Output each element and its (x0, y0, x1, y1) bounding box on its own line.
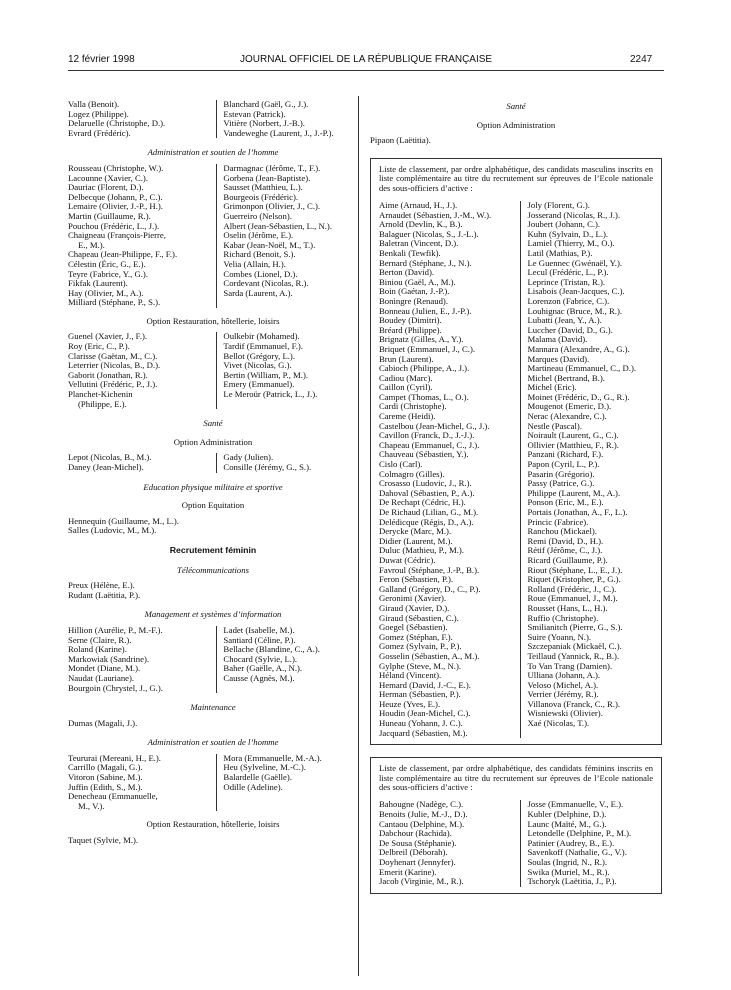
list-item: (Philippe, E.). (78, 398, 127, 409)
list-item: Teyre (Fabrice, Y., G.). (68, 268, 148, 279)
list-item: De Richaud (Lilian, G., M.). (379, 507, 479, 517)
list-item: Vivet (Nicolas, G.). (223, 360, 292, 371)
list-item: Gylphe (Steve, M., N.). (379, 660, 462, 671)
list-column (68, 332, 216, 409)
list-item: Dahoval (Sébastien, P., A.). (379, 487, 475, 498)
list-item: Chauveau (Sébastien, Y.). (379, 449, 469, 460)
list-item: Kabar (Jean-Noël, M., T.). (223, 239, 316, 250)
list-item: Bourgoin (Chrystel, J., G.). (68, 682, 163, 693)
list-item: Estevan (Patrick). (223, 108, 286, 119)
list-item: Valla (Benoit). (68, 99, 120, 109)
list-column (520, 201, 653, 738)
list-item: Logez (Philippe). (68, 108, 129, 119)
list-item: Moinet (Frédéric, D., G., R.). (527, 391, 630, 402)
list-item: Verrier (Jérémy, R.). (527, 689, 599, 700)
list-item: Soulas (Ingrid, N., R.). (527, 857, 608, 868)
list-item: Rétif (Jérôme, C., J.). (527, 545, 603, 556)
list-item: Lacounne (Xavier, C.). (68, 172, 148, 183)
section-title: Management et systèmes d’information (144, 609, 282, 620)
list-item: Bonneau (Julien, E., J.-P.). (379, 305, 472, 316)
list-item: Colmagro (Gilles). (379, 468, 445, 479)
list-item: Nerac (Alexandre, C.). (527, 411, 607, 422)
list-item: Dabchour (Rachida). (379, 828, 452, 839)
section-title: Option Restauration, hôtellerie, loisirs (146, 315, 280, 326)
list-item: Sarda (Laurent, A.). (223, 287, 293, 298)
section-title: Option Administration (173, 436, 253, 447)
list-item: Balardelle (Gaëlle). (223, 772, 292, 783)
list-item: Gaborit (Jonathan, R.). (68, 369, 148, 380)
list-item: Lubatti (Jean, Y., A.). (527, 315, 602, 326)
list-item: Briquet (Emmanuel, J., C.). (379, 343, 476, 354)
section-title: Maintenance (190, 702, 236, 713)
list-column (216, 164, 358, 308)
list-item: Oselin (Jérôme, E.). (223, 230, 294, 241)
list-item: Joly (Florent, G.). (527, 200, 590, 210)
list-item: Josserand (Nicolas, R., J.). (527, 209, 621, 220)
list-column (68, 754, 216, 812)
list-column (520, 800, 653, 886)
list-item: Mougenot (Emeric, D.). (527, 401, 612, 412)
list-item: Leprince (Tristan, R.). (527, 276, 606, 287)
list-item: Houdin (Jean-Michel, C.). (379, 708, 471, 719)
list-item: Delbecque (Johann, P., C.). (68, 191, 163, 202)
column-separator (358, 96, 359, 976)
list-item: Riquet (Kristopher, P., G.). (527, 574, 621, 585)
list-item: Duluc (Mathieu, P., M.). (379, 545, 464, 556)
list-item: Favroul (Stéphane, J.-P., B.). (379, 564, 480, 575)
list-item: Baher (Gaëlle, A., N.). (223, 663, 303, 674)
list-item: Launc (Maïté, M., G.). (527, 818, 607, 829)
list-item: Fikfak (Laurent). (68, 278, 128, 289)
list-item: Odille (Adeline). (223, 781, 283, 792)
list-item: Le Guennec (Gwénaël, Y.). (527, 257, 623, 268)
list-item: Delbreil (Déborah). (379, 847, 448, 858)
list-item: Evrard (Frédéric). (68, 127, 131, 138)
list-item: Patinier (Audrey, B., E.). (527, 837, 615, 848)
list-item: Milliard (Stéphane, P., S.). (68, 297, 161, 308)
left-column (68, 100, 358, 846)
list-column (379, 201, 520, 738)
list-item: Teururai (Mereani, H., E.). (68, 752, 161, 763)
list-item: Kuhn (Sylvain, D., L.). (527, 228, 609, 239)
list-item: Ricard (Guillaume, P.). (527, 554, 608, 565)
list-box-feminine (370, 757, 662, 894)
list-item: Salles (Ludovic, M., M.). (68, 525, 157, 536)
list-item: Villanova (Franck, C., R.). (527, 698, 621, 709)
list-item: De Sousa (Stéphanie). (379, 837, 457, 848)
list-item: Santiard (Céline, P.). (223, 634, 296, 645)
list-item: Bréard (Philippe). (379, 324, 442, 335)
list-item: Pouchou (Frédéric, L., J.). (68, 220, 160, 231)
list-item: Joubert (Johann, C.). (527, 219, 601, 230)
list-item: Wisniewski (Olivier). (527, 708, 603, 719)
name-list (68, 517, 358, 536)
list-item: Cadiou (Marc). (379, 372, 433, 383)
list-item: Gomez (Stéphan, F.). (379, 631, 453, 642)
list-item: Emery (Emmanuel). (223, 379, 295, 390)
list-item: Célestin (Éric, G., E.). (68, 258, 146, 269)
list-item: Ollivier (Matthieu, F., R.). (527, 439, 619, 450)
list-item: Herman (Sébastien, P.). (379, 689, 461, 700)
list-item: Portais (Jonathan, A., F., L.). (527, 507, 628, 517)
list-item: Hay (Olivier, M., A.). (68, 287, 144, 298)
list-item: Lisabois (Jean-Jacques, C.). (527, 286, 625, 297)
list-item: Emerit (Karine). (379, 866, 437, 877)
list-item: Huneau (Yohann, J. C.). (379, 718, 463, 729)
list-item: M., V.). (78, 800, 105, 811)
list-item: Didier (Laurent, M.). (379, 535, 453, 546)
section-title: Télécommunications (177, 564, 249, 575)
list-item: Hennequin (Guillaume, M., L.). (68, 515, 179, 526)
list-item: Clarisse (Gaëtan, M., C.). (68, 350, 158, 361)
list-item: Arnaudet (Sébastien, J.-M., W.). (379, 209, 492, 220)
list-item: Denecheau (Emmanuelle, (68, 791, 158, 802)
list-column (216, 626, 358, 693)
header-rule (68, 70, 664, 71)
name-list (68, 719, 358, 729)
section-title: Administration et soutien de l’homme (147, 737, 279, 748)
list-item: Kubler (Delphine, D.). (527, 809, 607, 820)
list-item: Galland (Grégory, D., C., P.). (379, 583, 481, 594)
list-item: Vitière (Norbert, J.-B.). (223, 118, 305, 129)
name-list (68, 626, 358, 693)
list-item: Bourgeois (Frédéric). (223, 191, 299, 202)
list-item: Giraud (Sébastien, C.). (379, 612, 459, 623)
list-item: Vellutini (Frédéric, P., J.). (68, 379, 158, 390)
list-item: Giraud (Xavier, D.). (379, 602, 450, 613)
list-item: Ranchou (Mickael). (527, 526, 597, 537)
list-item: Ladet (Isabelle, M.). (223, 624, 295, 635)
list-item: Sausset (Matthieu, L.). (223, 182, 303, 193)
list-item: Noirault (Laurent, G., C.). (527, 430, 619, 441)
list-item: Cavillon (Franck, D., J.-J.). (379, 430, 475, 441)
list-item: Oulkebir (Mohamed). (223, 331, 300, 342)
list-item: Cislo (Carl). (379, 459, 423, 470)
list-item: De Rechapt (Cédric, H.). (379, 497, 466, 508)
journal-title: JOURNAL OFFICIEL DE LA RÉPUBLIQUE FRANÇAISE (240, 54, 493, 65)
list-item: Cordevant (Nicolas, R.). (223, 278, 309, 289)
list-item: Luccher (David, D., G.). (527, 324, 613, 335)
list-column (216, 332, 358, 409)
list-item: Latil (Mathias, P.). (527, 247, 593, 258)
list-item: Suire (Yoann, N.). (527, 631, 592, 642)
list-item: Daney (Jean-Michel). (68, 462, 144, 472)
list-item: Ulliana (Johann, A.). (527, 670, 601, 681)
list-item: Castelbou (Jean-Michel, G., J.). (379, 420, 490, 431)
list-item: Goegel (Sébastien). (379, 622, 448, 633)
list-item: Martineau (Emmanuel, C., D.). (527, 363, 637, 374)
list-item: Tschoryk (Laëtitia, J., P.). (527, 876, 617, 887)
list-item: Pasarin (Grégorio). (527, 468, 595, 479)
list-item: Dumas (Magali, J.). (68, 717, 138, 728)
list-item: Delaruelle (Christophe, D.). (68, 118, 166, 129)
list-item: Josse (Emmanuelle, V., E.). (527, 799, 624, 810)
list-item: Benkali (Tewfik). (379, 247, 441, 258)
list-item: Aime (Arnaud, H., J.). (379, 200, 458, 210)
list-item: Vandeweghe (Laurent, J., J.-P.). (223, 127, 334, 138)
list-item: Gady (Julien). (223, 452, 274, 463)
section-title: Santé (506, 101, 526, 111)
list-item: Bellache (Blandine, C., A.). (223, 644, 320, 655)
list-item: Mannara (Alexandre, A., G.). (527, 343, 630, 354)
list-column (216, 100, 358, 138)
section-title: Administration et soutien de l’homme (147, 147, 279, 158)
list-item: Feron (Sébastien, P.). (379, 574, 454, 585)
list-item: Boin (Gaétan, J.-P.). (379, 286, 450, 297)
list-item: Rolland (Frédéric, J., C.). (527, 583, 617, 594)
list-item: Mondet (Diane, M.). (68, 663, 141, 674)
list-item: Blanchard (Gaël, G., J.). (223, 99, 309, 109)
list-item: Arnold (Devlin, K., B.). (379, 219, 463, 230)
list-intro: Liste de classement, par ordre alphabétique, des candidats masculins inscrits en liste complémentaire au titre du recrutement sur épreuves de l’Ecole nationale des sous-officiers d’active : (379, 163, 653, 193)
list-item: Lepot (Nicolas, B., M.). (68, 452, 152, 463)
list-item: Veloso (Michel, A.). (527, 679, 599, 690)
list-item: Philippe (Laurent, M., A.). (527, 487, 621, 498)
list-item: Baletran (Vincent, D.). (379, 238, 459, 249)
list-item: Swika (Muriel, M., R.). (527, 866, 610, 877)
section-title: Recrutement féminin (169, 544, 257, 555)
list-item: Preux (Hélène, E.). (68, 580, 135, 591)
list-column (216, 754, 358, 812)
list-item: Velia (Allain, H.). (223, 258, 286, 269)
section-subtitle: Option Administration (476, 119, 556, 130)
list-item: Lecul (Frédéric, L., P.). (527, 267, 609, 278)
list-item: E., M.). (78, 239, 105, 250)
list-item: Cabioch (Philippe, A., J.). (379, 363, 470, 374)
list-item: Bertin (William, P., M.). (223, 369, 309, 380)
list-item: Martin (Guillaume, R.). (68, 210, 151, 221)
list-item: Rousset (Hans, L., H.). (527, 602, 608, 613)
list-item: Xaé (Nicolas, T.). (527, 718, 590, 729)
list-item: Careme (Heidi). (379, 411, 436, 422)
list-item: Brignatz (Gilles, A., Y.). (379, 334, 464, 345)
list-item: Dauriac (Florent, D.). (68, 182, 144, 193)
list-column (68, 100, 216, 138)
list-item: Berton (David). (379, 267, 435, 278)
list-item: Guerreiro (Nelson). (223, 210, 292, 221)
list-item: Gorbena (Jean-Baptiste). (223, 172, 311, 183)
list-item: Tardif (Emmanuel, F.). (223, 341, 303, 352)
page-header (0, 54, 731, 68)
list-item: Rudant (Laëtitia, P.). (68, 589, 141, 600)
list-item: Cardi (Christophe). (379, 401, 447, 412)
list-item: Boudey (Dimitri). (379, 315, 442, 326)
list-item: Nestle (Pascal). (527, 420, 582, 431)
list-item: Bahougne (Nadège, C.). (379, 799, 464, 810)
list-item: Roland (Karine). (68, 644, 127, 655)
list-item: Caillon (Cyril). (379, 382, 433, 393)
list-item: Lorenzon (Fabrice, C.). (527, 295, 610, 306)
list-item: Carrillo (Magali, G.). (68, 762, 143, 773)
section-title: Option Restauration, hôtellerie, loisirs (146, 819, 280, 830)
list-item: Juffin (Edith, S., M.). (68, 781, 143, 792)
list-item: Vitoron (Sabine, M.). (68, 772, 143, 783)
list-item: Duwat (Cédric). (379, 554, 436, 565)
list-item: Grimonpon (Olivier, J., C.). (223, 201, 321, 212)
list-item: Boningre (Renaud). (379, 295, 448, 306)
list-item: Richard (Benoit, S.). (223, 249, 296, 260)
list-item: Derycke (Marc, M.). (379, 526, 452, 537)
list-item: Crosasso (Ludovic, J., R.). (379, 478, 472, 489)
list-item: Princic (Fabrice). (527, 516, 589, 527)
list-column (68, 626, 216, 693)
list-item: Jacob (Virginie, M., R.). (379, 876, 464, 887)
list-item: To Van Trang (Damien). (527, 660, 613, 671)
list-item: Mora (Emmanuelle, M.-A.). (223, 752, 322, 763)
page-number: 2247 (630, 54, 653, 65)
list-item: Hillion (Aurélie, P., M.-F.). (68, 624, 163, 635)
list-item: Heuze (Yves, E.). (379, 698, 441, 709)
list-item: Consille (Jérémy, G., S.). (223, 462, 312, 472)
list-item: Planchet-Kichenin (68, 389, 133, 400)
list-column (216, 453, 358, 472)
list-box-masculine (370, 158, 662, 745)
list-item: Naudat (Lauriane). (68, 672, 135, 683)
name-list (68, 453, 358, 472)
list-column (68, 164, 216, 308)
list-item: Lamiel (Thierry, M., O.). (527, 238, 615, 249)
list-item: Geronimi (Xavier). (379, 593, 447, 604)
list-item: Leterrier (Nicolas, B., D.). (68, 360, 161, 371)
list-item: Héland (Vincent). (379, 670, 442, 681)
list-item: Cantaou (Delphine, M.). (379, 818, 465, 829)
list-item: Panzani (Richard, F.). (527, 449, 604, 460)
section-title: Santé (203, 418, 223, 429)
name-list (68, 332, 358, 409)
list-item: Bernard (Stéphane, J., N.). (379, 257, 472, 268)
list-item: Roy (Eric, C., P.). (68, 341, 130, 352)
section-title: Education physique militaire et sportive (143, 481, 283, 492)
list-item: Ponson (Eric, M., E.). (527, 497, 604, 508)
list-item: Brun (Laurent). (379, 353, 434, 364)
list-item: Michel (Eric). (527, 382, 577, 393)
list-item: Darmagnac (Jérôme, T., F.). (223, 162, 321, 173)
list-item: Biniou (Gaël, A., M.). (379, 276, 456, 287)
list-item: Passy (Patrice, G.). (527, 478, 595, 489)
list-item: Guenel (Xavier, J., F.). (68, 331, 148, 342)
list-item: Bellot (Grégory, L.). (223, 350, 295, 361)
list-item: Chocard (Sylvie, L.). (223, 653, 298, 664)
list-item: Pipaon (Laëtitia). (370, 135, 431, 146)
name-list (68, 100, 358, 138)
list-item: Rousseau (Christophe, W.). (68, 162, 164, 173)
list-intro: Liste de classement, par ordre alphabétique, des candidats féminins inscrits en liste complémentaire au titre du recrutement sur épreuves de l’Ecole nationale des sous-officiers d’active : (379, 763, 653, 793)
name-list (68, 754, 358, 812)
list-item: Ruffio (Christophe). (527, 612, 599, 623)
list-item: Chaigneau (François-Pierre, (68, 230, 166, 241)
name-list (379, 800, 653, 886)
issue-date: 12 février 1998 (68, 54, 135, 65)
list-item: Hemard (David, J.-C., E.). (379, 679, 471, 690)
list-item: Causse (Agnès, M.). (223, 672, 295, 683)
list-item: Gosselin (Sébastien, A., M.). (379, 650, 480, 661)
list-item: Delédicque (Régis, D., A.). (379, 516, 474, 527)
name-list (68, 581, 358, 600)
list-column (68, 453, 216, 472)
list-item: Roue (Emmanuel, J., M.). (527, 593, 618, 604)
list-item: Riout (Stéphane, L., E., J.). (527, 564, 623, 575)
list-item: Michel (Bertrand, B.). (527, 372, 605, 383)
list-item: Chapeau (Emmanuel, C., J.). (379, 439, 480, 450)
list-item: Savenkoff (Nathalie, G., V.). (527, 847, 627, 858)
list-item: Letondelle (Delphine, P., M.). (527, 828, 632, 839)
list-item: Lemaire (Olivier, J.-P., H.). (68, 201, 163, 212)
list-item: Marques (David). (527, 353, 590, 364)
list-item: Heu (Sylveline, M.-C.). (223, 762, 306, 773)
list-item: Benoits (Julie, M.-J., D.). (379, 809, 468, 820)
list-item: Chapeau (Jean-Philippe, F., F.). (68, 249, 178, 260)
list-item: Malama (David). (527, 334, 588, 345)
list-item: Le Meroür (Patrick, L., J.). (223, 389, 318, 400)
list-item: Serne (Claire, R.). (68, 634, 132, 645)
list-item: Markowiak (Sandrine). (68, 653, 150, 664)
list-item: Papon (Cyril, L., P.). (527, 459, 600, 470)
list-item: Taquet (Sylvie, M.). (68, 835, 139, 846)
list-item: Smilianitch (Pierre, G., S.). (527, 622, 623, 633)
name-list (379, 201, 653, 738)
list-item: Teillaud (Yannick, R., B.). (527, 650, 620, 661)
name-list (68, 836, 358, 846)
list-item: Louhignac (Bruce, M., R.). (527, 305, 623, 316)
list-item: Combes (Lionel, D.). (223, 268, 298, 279)
list-item: Doyhenart (Jennyfer). (379, 857, 456, 868)
right-column (370, 100, 662, 894)
list-item: Balaguer (Nicolas, S., J.-L.). (379, 228, 479, 239)
name-list (68, 164, 358, 308)
section-title: Option Equitation (181, 500, 245, 511)
list-item: Campet (Thomas, L., O.). (379, 391, 469, 402)
list-item: Remi (David, D., H.). (527, 535, 604, 546)
list-column (379, 800, 520, 886)
list-item: Szczepaniak (Mickaël, C.). (527, 641, 622, 652)
list-item: Albert (Jean-Sébastien, L., N.). (223, 220, 332, 231)
list-item: Gomez (Sylvain, P., P.). (379, 641, 462, 652)
list-item: Jacquard (Sébastien, M.). (379, 727, 468, 738)
